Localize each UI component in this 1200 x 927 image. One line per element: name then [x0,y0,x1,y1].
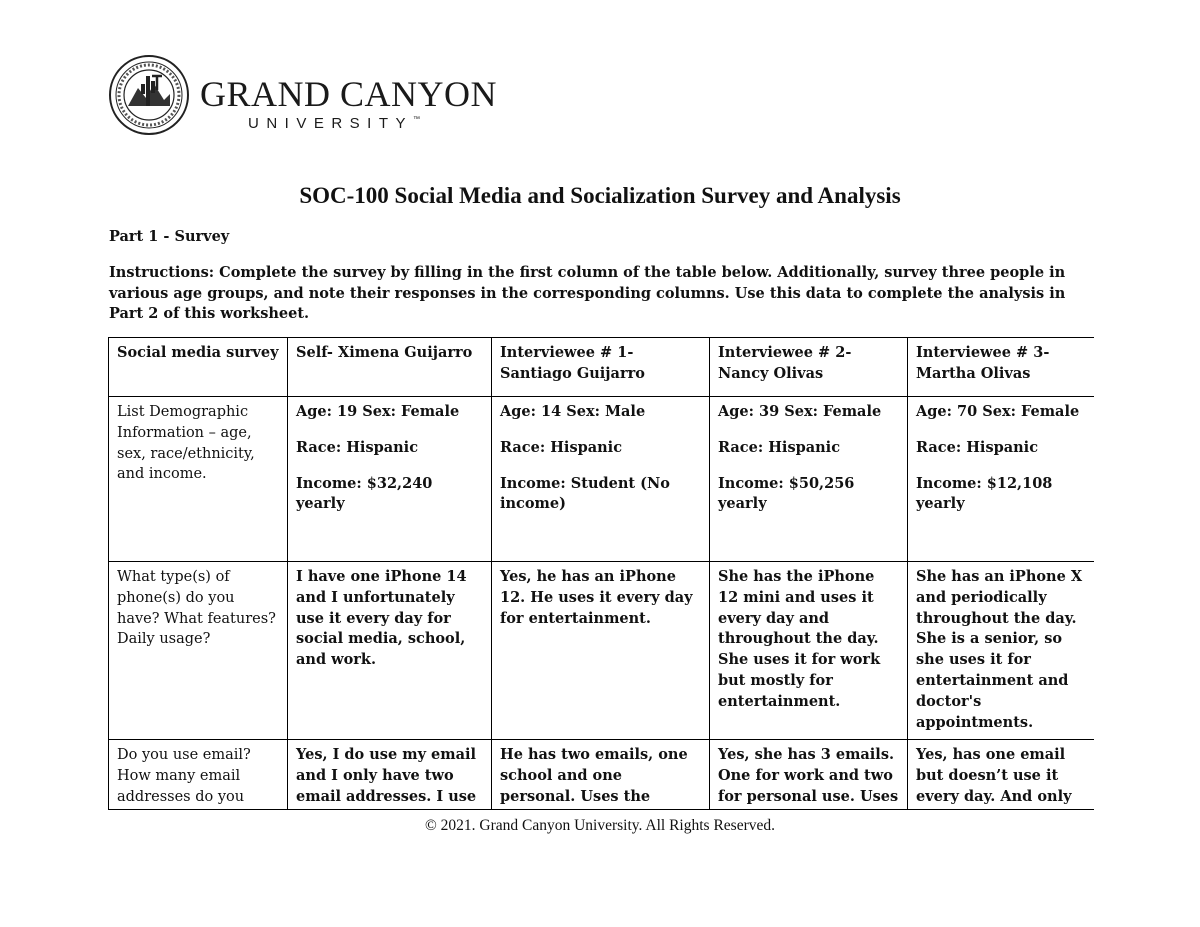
answer-line: Race: Hispanic [296,438,419,456]
answer-line: Income: $12,108 yearly [916,474,1053,513]
table-row-email [109,740,1095,811]
answer-line: Race: Hispanic [916,438,1039,456]
header-cell: Interviewee # 1-Santiago Guijarro [492,338,710,397]
document-title: SOC-100 Social Media and Socialization Survey and Analysis [299,183,901,208]
answer-cell: She has the iPhone 12 mini and uses it every day and throughout the day. She uses it for work but mostly for entertainment. [710,562,908,740]
answer-cell: She has an iPhone X and periodically throughout the day. She is a senior, so she uses it for entertainment and doctor's appointments. [908,562,1095,740]
answer-line: Age: 70 Sex: Female [916,403,1080,420]
answer-line: Age: 19 Sex: Female [296,403,460,420]
question-cell: List Demographic Information – age, sex, race/ethnicity, and income. [109,397,288,562]
header-cell: Interviewee # 2- Nancy Olivas [710,338,908,397]
answer-line: Income: Student (No income) [500,474,670,513]
answer-cell: Yes, I do use my email and I only have two email addresses. I use [288,740,492,811]
answer-line: Age: 14 Sex: Male [500,403,646,420]
answer-line: Age: 39 Sex: Female [718,403,882,420]
university-logo [108,54,498,140]
section-heading: Part 1 - Survey [109,228,230,245]
logo-subtitle: UNIVERSITY™ [248,115,421,132]
survey-table-region [108,337,1094,810]
answer-cell [710,397,908,562]
header-cell: Self- Ximena Guijarro [288,338,492,397]
answer-line: Race: Hispanic [718,438,841,456]
answer-cell: He has two emails, one school and one personal. Uses the [492,740,710,811]
answer-cell [908,397,1095,562]
answer-cell: Yes, he has an iPhone 12. He uses it every day for entertainment. [492,562,710,740]
header-cell: Social media survey [109,338,288,397]
answer-cell: I have one iPhone 14 and I unfortunately use it every day for social media, school, and work. [288,562,492,740]
answer-line: Race: Hispanic [500,438,623,456]
university-seal-icon [108,54,190,136]
copyright-footer: © 2021. Grand Canyon University. All Rights Reserved. [424,817,775,834]
instructions-text: Instructions: Complete the survey by filling in the first column of the table below. Additionally, survey three people in various age groups, and note their responses in the corresponding columns. Use this data to complete the analysis in Part 2 of this worksheet. [109,264,1066,323]
logo-wordmark: GRAND CANYON [200,74,498,114]
answer-cell: Yes, she has 3 emails. One for work and two for personal use. Uses [710,740,908,811]
answer-cell: Yes, has one email but doesn’t use it every day. And only [908,740,1095,811]
answer-line: Income: $50,256 yearly [718,474,855,513]
header-cell: Interviewee # 3- Martha Olivas [908,338,1095,397]
table-row-demographics [109,397,1095,562]
answer-cell [492,397,710,562]
survey-table [108,337,1094,810]
table-row-phones [109,562,1095,740]
question-cell: What type(s) of phone(s) do you have? What features? Daily usage? [109,562,288,740]
answer-cell [288,397,492,562]
question-cell: Do you use email? How many email addresses do you [109,740,288,811]
table-header-row [109,338,1095,397]
answer-line: Income: $32,240 yearly [296,474,433,513]
